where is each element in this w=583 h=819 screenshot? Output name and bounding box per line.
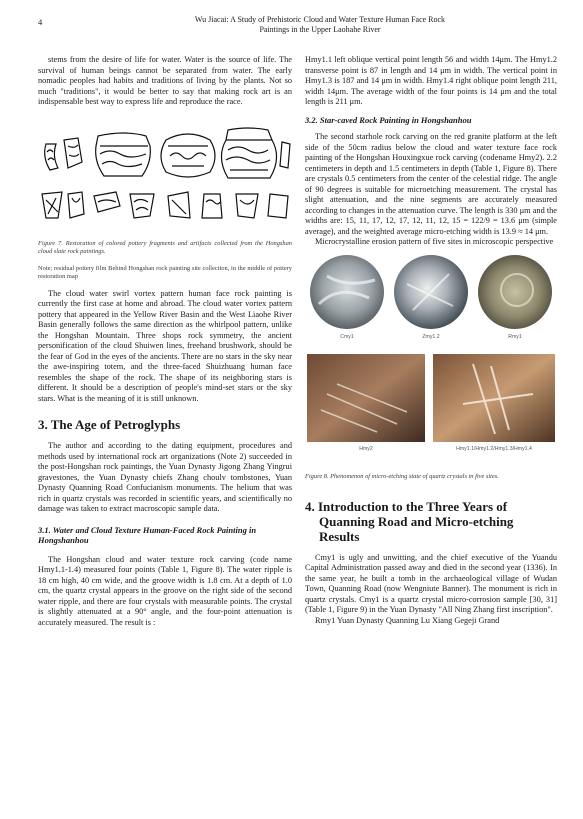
pottery-fragment-7: [130, 194, 154, 218]
pottery-round-pot: [161, 134, 215, 177]
photo-label-rmy1: Rmy1: [508, 333, 522, 340]
pottery-fragment-10: [236, 194, 258, 218]
photo-zmy1-2: [393, 254, 469, 330]
pottery-fragment-3: [280, 142, 290, 168]
left-column: [38, 55, 292, 628]
pottery-fragment-6: [94, 192, 120, 212]
left-paragraph-1: stems from the desire of life for water. Water is the source of life. The survival of human beings cannot be separated from water. The early nomadic peoples had habits and traditions of living by the plants. Not so much "traditions", it would be better to say that making rock art is an indispensable best way to express life and reproduce the race.: [38, 55, 292, 106]
photo-label-hmy2: Hmy2: [359, 445, 373, 452]
page-number: 4: [38, 17, 43, 27]
photo-label-hmy1-series: Hmy1.1/Hmy1.2/Hmy1.3/Hmy1.4: [456, 445, 532, 452]
pottery-jar: [96, 133, 151, 176]
figure-8-caption: Figure 8. Phenomenon of micro-etching state of quartz crystals in five sites.: [305, 472, 499, 480]
section-3-heading: 3. The Age of Petroglyphs: [38, 417, 181, 432]
pottery-fragment-9: [202, 194, 222, 218]
section-3-2-heading: 3.2. Star-caved Rock Painting in Hongshanhou: [305, 114, 472, 125]
right-column: [305, 55, 557, 626]
right-paragraph-2: The second starhole rock carving on the red granite platform at the left side of the 50cm radius below the cloud and water texture face rock painting of the Hongshan Houxingxue rock carving (codename Hmy2). 2.2 centimeters in depth and 1.5 centimeters in depth (Table 1, Figure 8). There are crystals 0.5 centimeters from the center of the celestial ridge. The angle of 90 degrees is suitable for microetching measurement. The crystal has slight attenuation, and the nine segments are accurately measured according to changes in the attenuation curve. The length is 330 μm and the widths are: 15, 11, 17, 12, 17, 12, 11, 12, 15 = 122/9 = 13.6 μm (simple average), and the weighted average micro-etching width is 13.9 ≈ 14 μm.: [305, 132, 557, 236]
photo-hmy1-series: [433, 354, 555, 442]
right-paragraph-4: Cmy1 is ugly and unwitting, and the chief executive of the Yuandu Capital Administration passed away and died in the second year (1336). In the same year, he built a tomb in the archaeological village of Wudan Town, Quanning Road (now Wengniute Banner). The monument is rich in quartz crystals. Cmy1 is a quartz crystal micro-corrosion sample [30, 31] (Table 1, Figure 9) in the Yuan Dynasty "All Ning Zhang first inscription".: [305, 552, 557, 614]
pottery-fragment-8: [168, 192, 190, 218]
running-head: [150, 15, 490, 35]
photo-label-cmy1: Cmy1: [340, 333, 354, 340]
section-3-1-heading: 3.1. Water and Cloud Texture Human-Faced Rock Painting in Hongshanhou: [38, 524, 257, 545]
photo-rmy1: [477, 254, 553, 330]
photo-hmy2: [307, 354, 425, 442]
left-paragraph-4: The Hongshan cloud and water texture rock carving (code name Hmy1.1-1.4) measured four points (Table 1, Figure 8). The water ripple is 18 cm high, 40 cm wide, and the groove width is 1.8 cm. At a depth of 1.0 cm, the quartz crystal appears in the groove on the right side of the second water ripple, and there are four crystals with measurable points. The crystal is slightly attenuated at a 90° angle, and the four-point attenuation is accurately measured. The result is :: [38, 554, 292, 627]
pottery-fragment-2: [64, 138, 82, 168]
figure-7-pottery-drawings: [38, 122, 292, 232]
figure-8-photos: [305, 254, 557, 479]
figure-7-note: Note; residual pottery film Behind Hongshan rock painting site collection, in the middle of pottery restoration map: [38, 264, 292, 280]
section-4-heading: 4. Introduction to the Three Years of Quanning Road and Micro-etching Results: [305, 498, 514, 544]
figure-7-caption: Figure 7. Restoration of colored pottery fragments and artifacts collected from the Hongshan cloud slate rock paintings.: [38, 239, 292, 255]
pottery-fragment-1: [45, 144, 58, 170]
left-paragraph-3: The author and according to the dating equipment, procedures and methods used by international rock art organizations (Note 2) succeeded in the post-Hongshan rock paintings, the Yuan Dynasty Jigong Zhang Yingrui gravestones, the Yuan Dynasty chiefs Zhang choulv tombstones, Yuan Dynasty Quanning Road Confucianism monuments. The helium that was rich in quartz crystals was recorded in scientific years, and scientifically no damage was taken to extract macroscopic sample data.: [38, 441, 292, 513]
pottery-fragment-11: [268, 194, 288, 218]
running-head-line2: Paintings in the Upper Laohahe River: [259, 25, 381, 34]
photo-label-zmy1-2: Zmy1.2: [422, 333, 440, 340]
left-paragraph-2: The cloud water swirl vortex pattern human face rock painting is currently the first case at home and abroad. The cloud water vortex pattern pottery that appeared in the Yellow River Basin and the West Liaohe River Basin generally follows the same direction as the whirlpool pattern, unlike the Hongshan Mountain. Three shops rock symmetry, the ancient personification of the cloud Shuiwen lines, freehand brushwork, should be the fear of God in the eyes of the ancients. There are no stars in the sky near the awe-inspiring totem, and the three-faced Shuizhuang human face resembles the shape of the rock. The shape of its neighboring stars is different. It should be a description of people's mind-set stars or the sky stars. What is the meaning of it is still unknown.: [38, 288, 292, 403]
right-paragraph-5: Rmy1 Yuan Dynasty Quanning Lu Xiang Gegeji Grand: [315, 615, 500, 625]
right-paragraph-3: Microcrystalline erosion pattern of five sites in microscopic perspective: [315, 237, 554, 246]
photo-cmy1: [309, 254, 385, 330]
pottery-fragment-5: [68, 192, 84, 218]
right-paragraph-1: Hmy1.1 left oblique vertical point length 56 and width 14μm. The Hmy1.2 transverse point is 87 in length and 14 μm in width. The vertical point in Hmy1.3 is 187 and 14 μm in width. Hmy1.4 right oblique point length 211, width 14μm. The average width of the four points is 14 μm and the total length is 211 μm.: [305, 55, 557, 106]
running-head-line1: Wu Jiacai: A Study of Prehistoric Cloud and Water Texture Human Face Rock: [194, 15, 446, 24]
